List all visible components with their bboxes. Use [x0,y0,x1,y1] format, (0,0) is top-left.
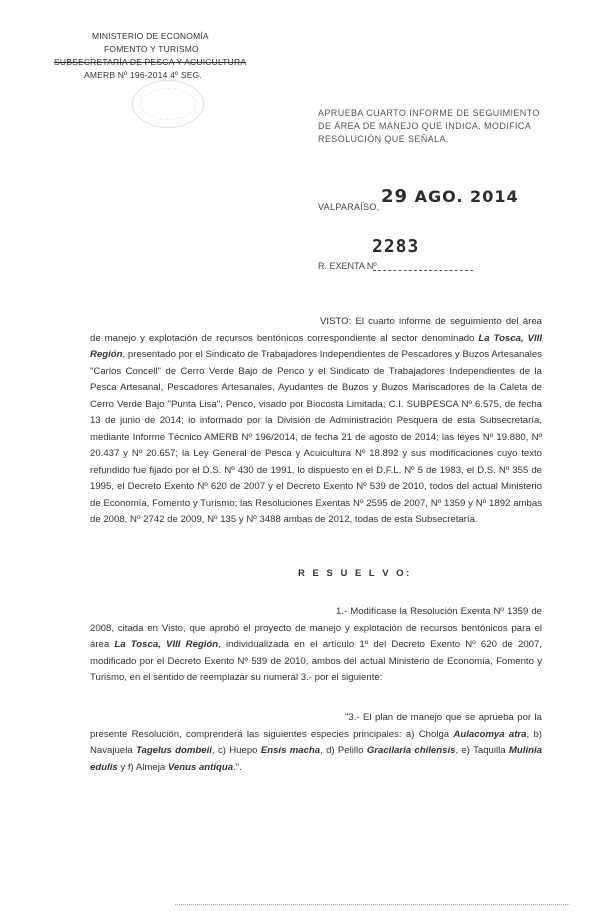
page-footer-line [175,904,570,906]
file-reference: AMERB Nº 196-2014 4º SEG. [84,70,202,80]
ministry-name: MINISTERIO DE ECONOMÍA [92,31,209,41]
item3-text-e: , e) Taquilla [455,745,509,756]
item3-text-b: , b) Navajuela [90,728,542,756]
visto-paragraph [90,314,542,529]
resolution-item-1 [90,604,542,687]
official-stamp-inner [140,88,196,120]
item3-text-f: y f) Almeja [117,761,168,773]
species-gracilaria: Gracilaria chilensis [366,745,456,756]
item1-text-c: , individualizada en el artículo 1º del Decreto Exento Nº 620 de 2007, modificado por el Decreto Exento Nº 539 de 2010, ambos del actual Ministerio de Economía, Fomento y Turismo, en el sentido de reemplazar su numeral 3.- por el siguiente: [90,639,542,683]
item3-text-g: .". [233,761,242,773]
resolution-subject: APRUEBA CUARTO INFORME DE SEGUIMIENTO DE ÁREA DE MANEJO QUE INDICA. MODIFICA RESOLUCIÓN QUE SEÑALA. [318,108,540,144]
replacement-numeral-3 [90,710,542,776]
visto-text-c: , presentado por el Sindicato de Trabajadores Independientes de Pescadores y Buzos Artesanales "Carlos Concell" de Cerro Verde Bajo de Penco y el Sindicato de Trabajadores Independientes de la Pesca Artesanal, Pescadores Artesanales, Ayudantes de Buzos y Buzos Mariscadores de la Caleta de Cerro Verde Bajo "Punta Lisa", Penco, visado por Biocosta Limitada; C.I. SUBPESCA Nº 6.575, de fecha 13 de junio de 2014; lo informado por la División de Administración Pesquera de esta Subsecretaría, mediante Informe Técnico AMERB Nº 196/2014, de fecha 21 de agosto de 2014; las leyes Nº 19.880, Nº 20.437 y Nº 20.657; la Ley General de Pesca y Acuicultura Nº 18.892 y sus modificaciones cuyo texto refundido fue fijado por el D.S. Nº 430 de 1991, lo dispuesto en el D.F.L. Nº 5 de 1983, el D.S. Nº 355 de 1995, el Decreto Exento Nº 620 de 2007 y el Decreto Exento Nº 539 de 2010, todos del actual Ministerio de Economía, Fomento y Turismo; las Resoluciones Exentas Nº 2595 de 2007, Nº 1359 y Nº 1892 ambas de 2008, Nº 2742 de 2009, Nº 135 y Nº 3488 ambas de 2012, todas de esta Subsecretaría. [90,349,542,525]
subsecretaria-name: SUBSECRETARÍA DE PESCA Y ACUICULTURA [54,57,247,67]
species-ensis: Ensis macha [260,745,321,756]
species-tagelus: Tagelus dombeii [135,745,212,756]
resolution-date [381,186,519,207]
item1-text-a: 1.- Modifícase la Resolución Exenta Nº 1359 de 2008, citada en Visto, que aprobó el proyecto de manejo y explotación de recursos bentónicos para el área [90,606,542,650]
item3-text-d: , d) Pelillo [320,745,367,756]
visto-area-name: La Tosca, VIII Región [90,332,542,360]
date-day: 29 [381,186,409,207]
visto-text-a: VISTO: El cuarto informe de seguimiento del área de manejo y explotación de recursos bentónicos correspondiente al sector denominado [90,316,542,344]
place-label: VALPARAÍSO, [318,202,380,212]
date-month-year: AGO. 2014 [414,187,519,206]
species-venus: Venus antiqua [167,761,234,773]
exenta-label: R. EXENTA Nº [318,261,377,271]
species-mulinia: Mulinia edulis [90,745,542,773]
exenta-underline [373,260,473,271]
ministry-subtitle: FOMENTO Y TURISMO [104,44,199,54]
item3-text-a: "3.- El plan de manejo que se aprueba por la presente Resolución, comprenderá las siguientes especies principales: a) Cholga [90,712,542,740]
species-aulacomya: Aulacomya atra [453,728,527,740]
resuelvo-heading: R E S U E L V O: [298,568,412,579]
item3-text-c: , c) Huepo [211,745,261,756]
exenta-number: 2283 [372,236,420,257]
item1-area-name: La Tosca, VIII Región [114,639,219,650]
